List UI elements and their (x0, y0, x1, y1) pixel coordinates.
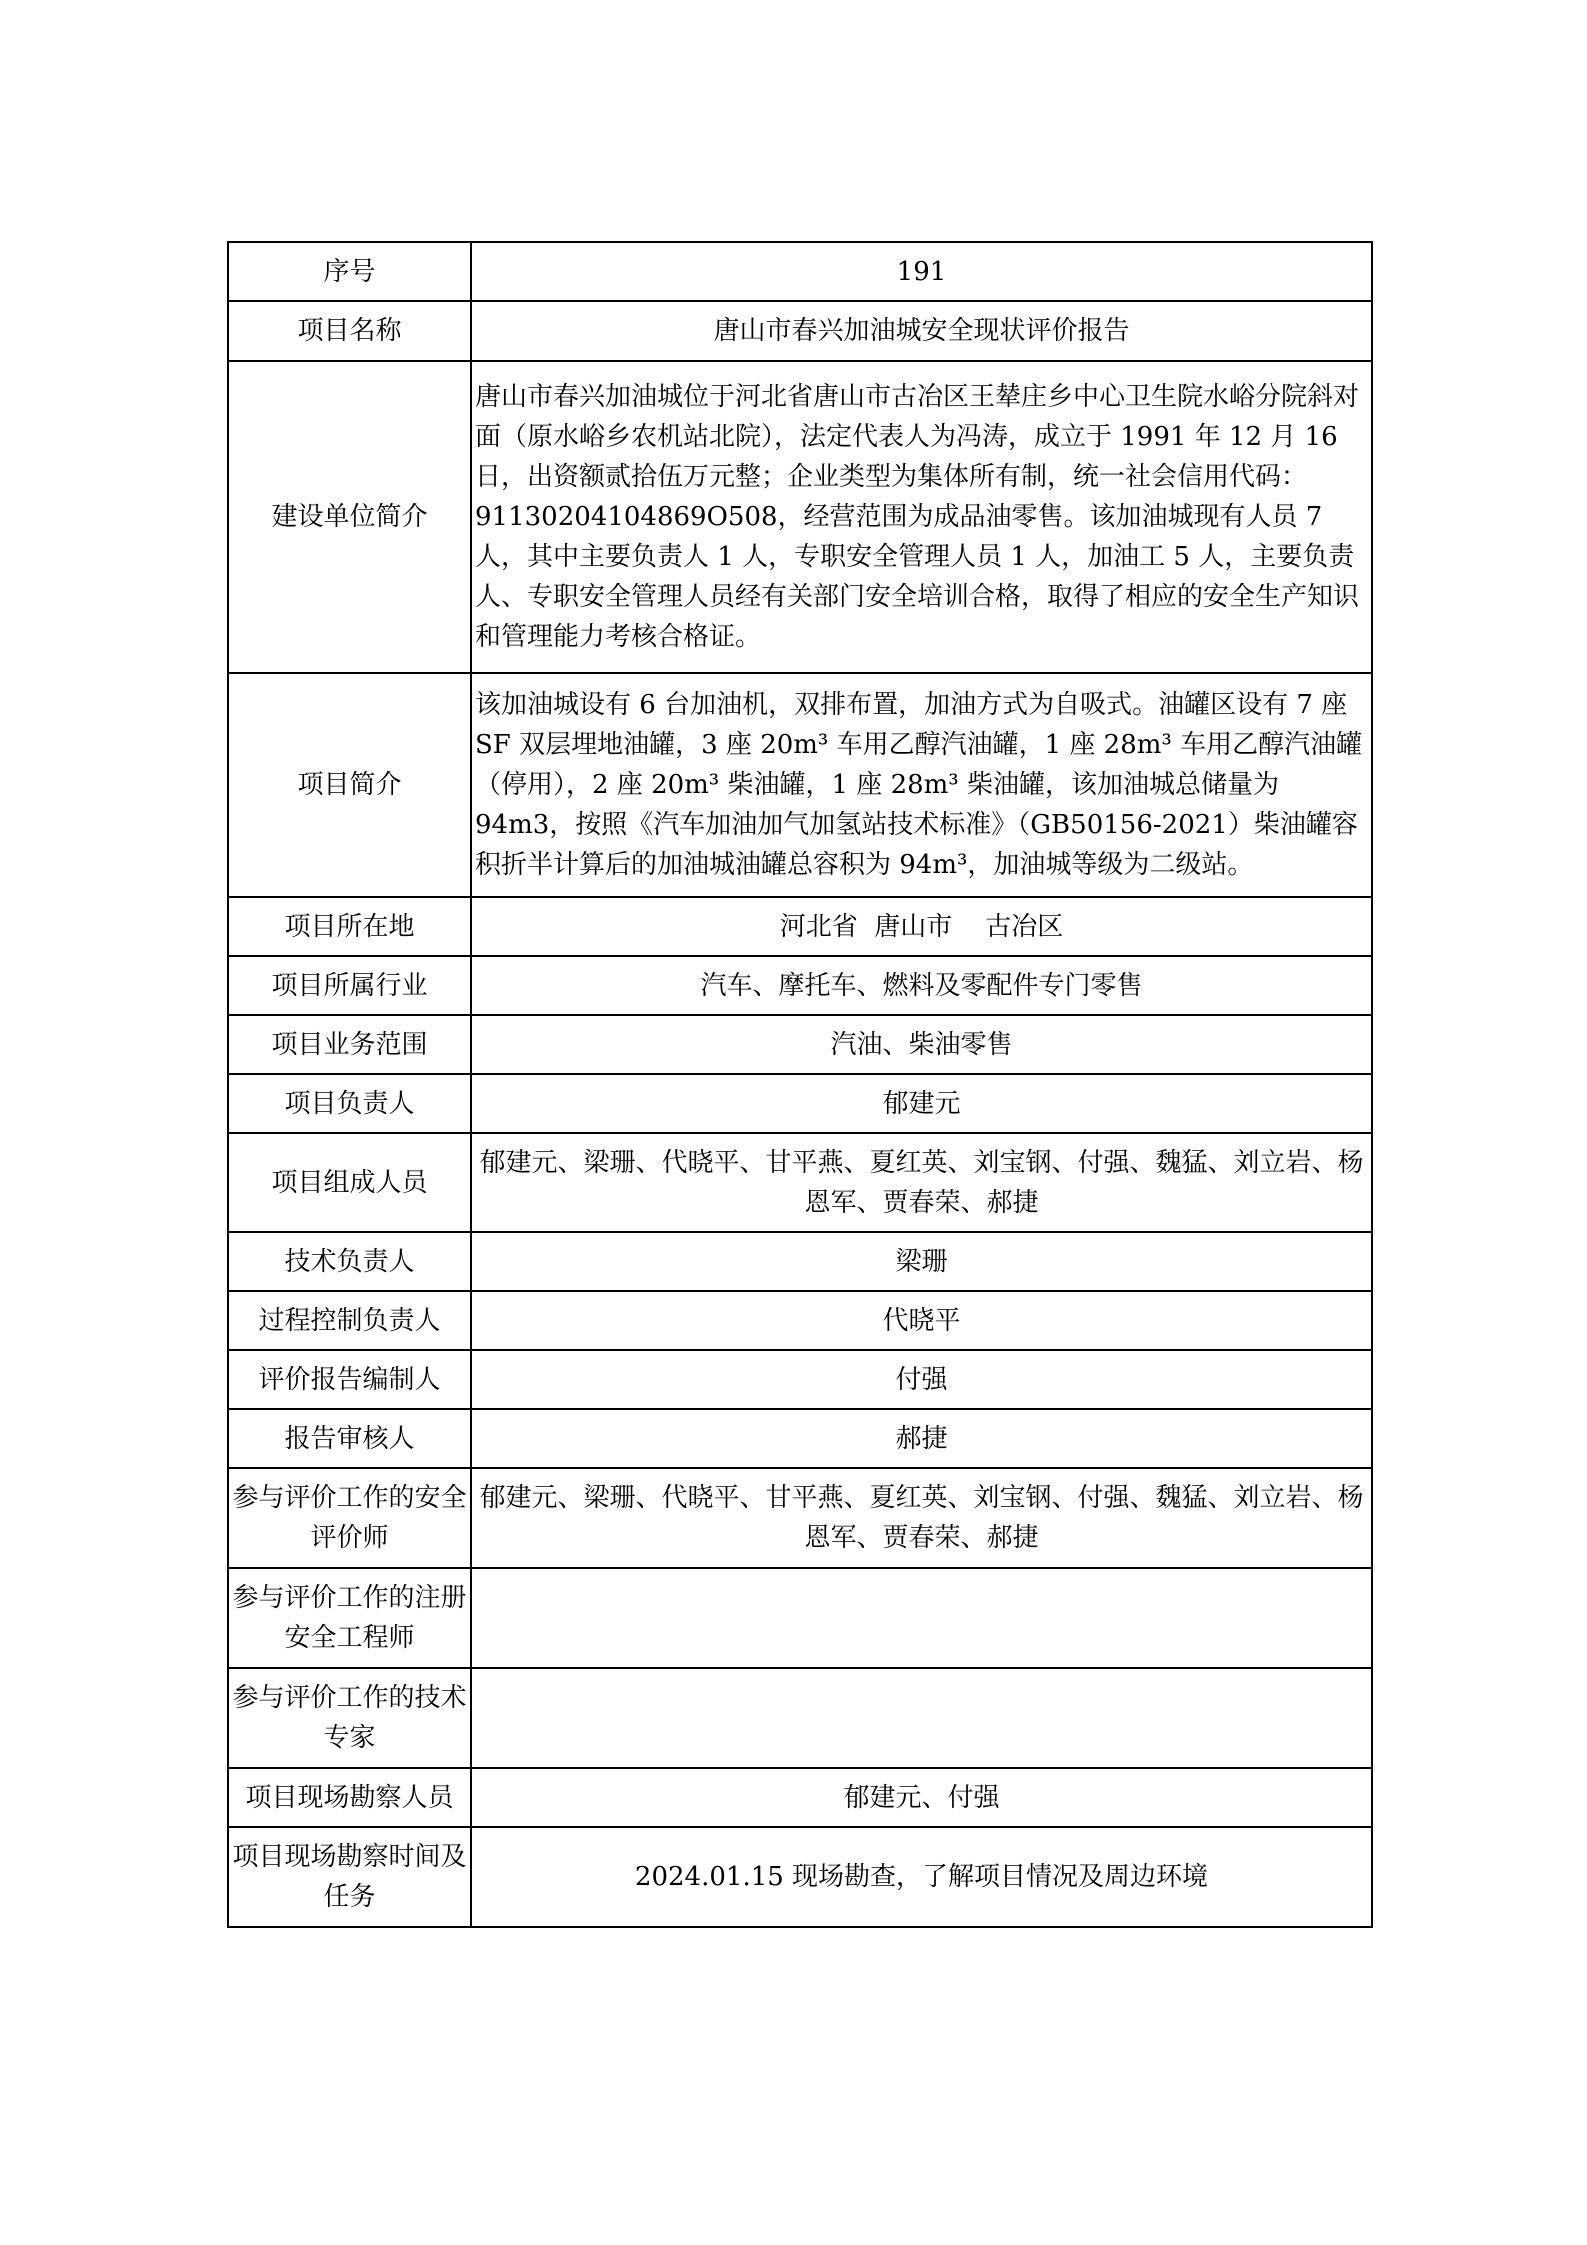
row-value-process-control: 代晓平 (471, 1291, 1372, 1350)
row-label-report-author: 评价报告编制人 (228, 1350, 471, 1409)
row-label-site-survey-staff: 项目现场勘察人员 (228, 1768, 471, 1827)
row-label-project-name: 项目名称 (228, 301, 471, 361)
table-row (228, 1350, 1372, 1409)
table-row (228, 1074, 1372, 1133)
row-label-serial: 序号 (228, 242, 471, 301)
row-label-technical-leader: 技术负责人 (228, 1232, 471, 1291)
row-value-project-leader: 郁建元 (471, 1074, 1372, 1133)
row-label-safety-assessors: 参与评价工作的安全评价师 (228, 1468, 471, 1568)
row-label-business-scope: 项目业务范围 (228, 1015, 471, 1074)
table-row (228, 1409, 1372, 1468)
table-row (228, 1468, 1372, 1568)
row-label-unit-intro: 建设单位简介 (228, 361, 471, 673)
row-value-project-name: 唐山市春兴加油城安全现状评价报告 (471, 301, 1372, 361)
row-value-report-author: 付强 (471, 1350, 1372, 1409)
table-row (228, 1232, 1372, 1291)
table-row (228, 301, 1372, 361)
table-row (228, 1668, 1372, 1768)
table-row (228, 1015, 1372, 1074)
table-row (228, 242, 1372, 301)
row-label-project-intro: 项目简介 (228, 673, 471, 897)
row-label-registered-engineers: 参与评价工作的注册安全工程师 (228, 1568, 471, 1668)
table-row (228, 956, 1372, 1015)
table-row (228, 1827, 1372, 1927)
row-label-location: 项目所在地 (228, 897, 471, 956)
row-label-team-members: 项目组成人员 (228, 1133, 471, 1232)
row-value-location: 河北省 唐山市 古冶区 (471, 897, 1372, 956)
row-value-project-intro: 该加油城设有 6 台加油机，双排布置，加油方式为自吸式。油罐区设有 7 座 SF 双层埋地油罐，3 座 20m³ 车用乙醇汽油罐，1 座 28m³ 车用乙醇汽油罐（停用），2 座 20m³ 柴油罐，1 座 28m³ 柴油罐，该加油城总储量为 94m3，按照《汽车加油加气加氢站技术标准》（GB50156-2021）柴油罐容积折半计算后的加油城油罐总容积为 94m³，加油城等级为二级站。 (471, 673, 1372, 897)
row-value-industry: 汽车、摩托车、燃料及零配件专门零售 (471, 956, 1372, 1015)
row-value-team-members: 郁建元、梁珊、代晓平、甘平燕、夏红英、刘宝钢、付强、魏猛、刘立岩、杨恩军、贾春荣、郝捷 (471, 1133, 1372, 1232)
project-info-table (227, 241, 1373, 1928)
row-label-report-reviewer: 报告审核人 (228, 1409, 471, 1468)
row-value-technical-leader: 梁珊 (471, 1232, 1372, 1291)
row-label-site-survey-time: 项目现场勘察时间及任务 (228, 1827, 471, 1927)
row-label-process-control: 过程控制负责人 (228, 1291, 471, 1350)
row-label-industry: 项目所属行业 (228, 956, 471, 1015)
row-value-report-reviewer: 郝捷 (471, 1409, 1372, 1468)
row-value-technical-experts (471, 1668, 1372, 1768)
table-row (228, 1568, 1372, 1668)
row-value-registered-engineers (471, 1568, 1372, 1668)
table-row (228, 897, 1372, 956)
row-value-site-survey-staff: 郁建元、付强 (471, 1768, 1372, 1827)
table-row (228, 1291, 1372, 1350)
row-label-project-leader: 项目负责人 (228, 1074, 471, 1133)
table-row (228, 1133, 1372, 1232)
row-label-technical-experts: 参与评价工作的技术专家 (228, 1668, 471, 1768)
table-row (228, 1768, 1372, 1827)
row-value-safety-assessors: 郁建元、梁珊、代晓平、甘平燕、夏红英、刘宝钢、付强、魏猛、刘立岩、杨恩军、贾春荣、郝捷 (471, 1468, 1372, 1568)
table-row (228, 361, 1372, 673)
table-row (228, 673, 1372, 897)
row-value-site-survey-time: 2024.01.15 现场勘查，了解项目情况及周边环境 (471, 1827, 1372, 1927)
row-value-business-scope: 汽油、柴油零售 (471, 1015, 1372, 1074)
row-value-serial: 191 (471, 242, 1372, 301)
row-value-unit-intro: 唐山市春兴加油城位于河北省唐山市古冶区王辇庄乡中心卫生院水峪分院斜对面（原水峪乡农机站北院），法定代表人为冯涛，成立于 1991 年 12 月 16 日，出资额贰拾伍万元整；企业类型为集体所有制，统一社会信用代码：91130204104869O508，经营范围为成品油零售。该加油城现有人员 7 人，其中主要负责人 1 人，专职安全管理人员 1 人，加油工 5 人，主要负责人、专职安全管理人员经有关部门安全培训合格，取得了相应的安全生产知识和管理能力考核合格证。 (471, 361, 1372, 673)
